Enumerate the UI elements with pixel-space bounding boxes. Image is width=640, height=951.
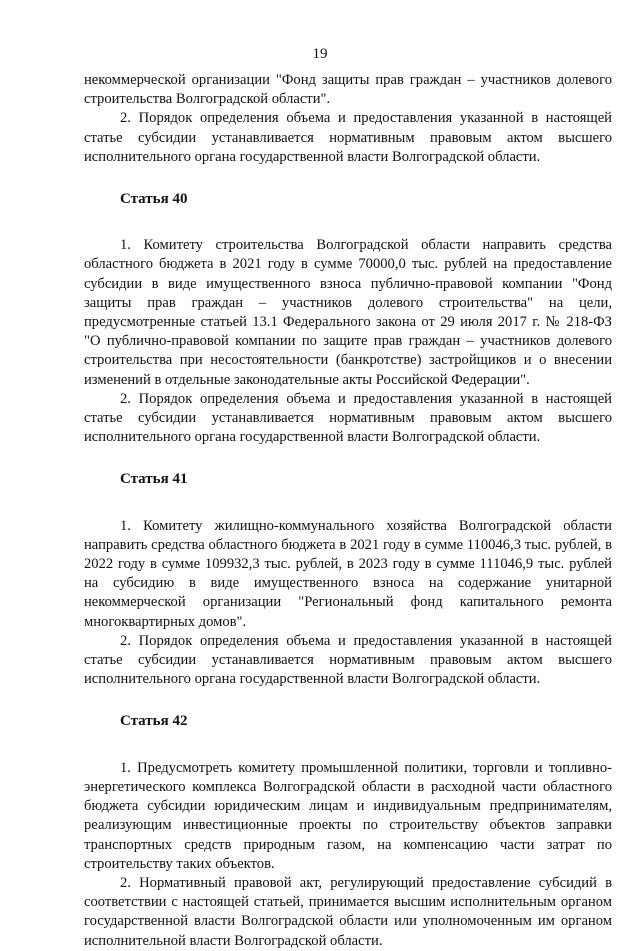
page-number: 19 bbox=[312, 46, 328, 62]
article-41-paragraph-2: 2. Порядок определения объема и предоставления указанной в настоящей статье субсидии устанавливается нормативным правовым актом высшего исполнительного органа государственной власти Волгоградской области. bbox=[84, 632, 612, 688]
article-40-paragraph-2: 2. Порядок определения объема и предоставления указанной в настоящей статье субсидии устанавливается нормативным правовым актом высшего исполнительного органа государственной власти Волгоградской области. bbox=[84, 390, 612, 446]
spacer bbox=[84, 209, 612, 236]
article-42-heading: Статья 42 bbox=[120, 713, 188, 730]
paragraph-previous-article-2: 2. Порядок определения объема и предоставления указанной в настоящей статье субсидии устанавливается нормативным правовым актом высшего исполнительного органа государственной власти Волгоградской области. bbox=[84, 110, 612, 165]
spacer bbox=[84, 167, 612, 190]
spacer bbox=[84, 732, 612, 759]
paragraph-continuation: некоммерческой организации "Фонд защиты прав граждан – участников долевого строительства Волгоградской области". bbox=[84, 72, 612, 108]
article-40-paragraph-1: 1. Комитету строительства Волгоградской области направить средства областного бюджета в 2021 году в сумме 70000,0 тыс. рублей на предоставление субсидии в виде имущественного взноса публично-правовой компании "Фонд защиты прав граждан – участников долевого строительства" на цели, предусмотренные статьей 13.1 Федерального закона от 29 июля 2017 г. № 218-ФЗ "О публично-правовой компании по защите прав граждан – участников долевого строительства при несостоятельности (банкротстве) застройщиков и о внесении изменений в отдельные законодательные акты Российской Федерации". bbox=[84, 237, 612, 388]
article-41-paragraph-1: 1. Комитету жилищно-коммунального хозяйства Волгоградской области направить средства областного бюджета в 2021 году в сумме 110046,3 тыс. рублей, в 2022 году в сумме 109932,3 тыс. рублей, в 2023 году в сумме 111046,9 тыс. рублей на субсидию в виде имущественного взноса на содержание унитарной некоммерческой организации "Региональный фонд капитального ремонта многоквартирных домов". bbox=[84, 517, 612, 630]
article-40-heading: Статья 40 bbox=[120, 191, 188, 208]
spacer bbox=[84, 447, 612, 470]
article-42-paragraph-2: 2. Нормативный правовой акт, регулирующий предоставление субсидий в соответствии с настоящей статьей, принимается высшим исполнительным органом государственной власти Волгоградской области или уполномоченным им органом исполнительной власти Волгоградской области. bbox=[84, 874, 612, 949]
document-body bbox=[84, 71, 612, 951]
article-42-paragraph-1: 1. Предусмотреть комитету промышленной политики, торговли и топливно-энергетического комплекса Волгоградской области в расходной части областного бюджета субсидии юридическим лицам и индивидуальным предпринимателям, реализующим инвестиционные проекты по строительству объектов заправки транспортных средств природным газом, на компенсацию части затрат по строительству таких объектов. bbox=[84, 759, 612, 872]
spacer bbox=[84, 490, 612, 517]
spacer bbox=[84, 689, 612, 712]
article-41-heading: Статья 41 bbox=[120, 471, 188, 488]
